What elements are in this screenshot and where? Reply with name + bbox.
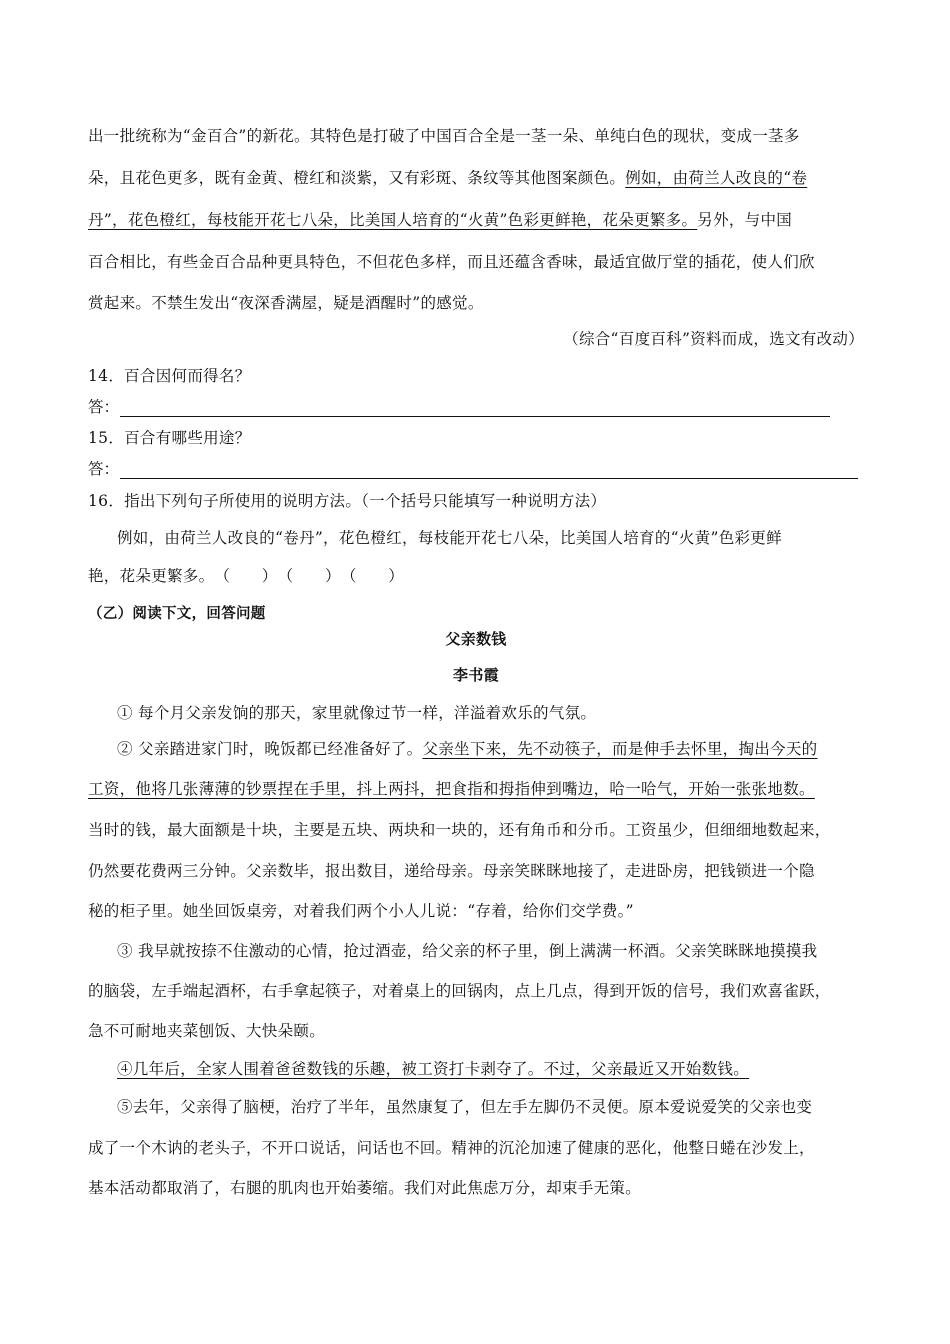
question-14: 14．百合因何而得名？ [88, 367, 251, 385]
answer-line-15 [88, 459, 858, 479]
passage-a-line-5: 赏起来。不禁生发出“夜深香满屋，疑是酒醒时”的感觉。 [88, 294, 484, 312]
paragraph-2-lead: ② 父亲踏进家门时，晚饭都已经准备好了。 [117, 740, 423, 758]
paragraph-3-line-3: 急不可耐地夹菜刨饭、大快朵颐。 [88, 1022, 326, 1040]
answer-paren-1[interactable]: （ ） [214, 567, 278, 585]
question-16-example-line-2 [88, 566, 864, 586]
paragraph-2-line-1 [117, 739, 864, 759]
answer-blank-14[interactable] [120, 416, 830, 417]
underlined-example-start: 例如，由荷兰人改良的“卷 [625, 169, 808, 187]
paragraph-2-line-3: 当时的钱，最大面额是十块，主要是五块、两块和一块的，还有角币和分币。工资虽少，但细细地数起来， [88, 821, 831, 839]
answer-line-14 [88, 397, 830, 417]
paragraph-1: ① 每个月父亲发饷的那天，家里就像过节一样，洋溢着欢乐的气氛。 [117, 704, 597, 722]
underlined-counting-start: 父亲坐下来，先不动筷子，而是伸手去怀里，掏出今天的 [422, 740, 818, 758]
underlined-paragraph-4: ④几年后，全家人围着爸爸数钱的乐趣，被工资打卡剥夺了。不过，父亲最近又开始数钱。 [117, 1060, 750, 1078]
question-16-example-text: 艳，花朵更繁多。 [88, 567, 215, 585]
paragraph-3-line-1: ③ 我早就按捺不住激动的心情，抢过酒壶，给父亲的杯子里，倒上满满一杯酒。父亲笑眯眯地摸摸我 [117, 942, 818, 960]
passage-a-line-2-text: 朵，且花色更多，既有金黄、橙红和淡紫，又有彩斑、条纹等其他图案颜色。 [88, 169, 626, 187]
answer-paren-3[interactable]: （ ） [340, 567, 405, 585]
article-author: 李书霞 [453, 666, 499, 684]
passage-a-line-2 [88, 168, 864, 188]
question-16-example-line-1: 例如，由荷兰人改良的“卷丹”，花色橙红，每枝能开花七八朵，比美国人培育的“火黄”色彩更鲜 [117, 529, 782, 547]
answer-label-15: 答： [88, 460, 120, 478]
underlined-counting-end: 工资，他将几张薄薄的钞票捏在手里，抖上两抖，把食指和拇指伸到嘴边，哈一哈气，开始一张张地数。 [88, 780, 815, 798]
article-title: 父亲数钱 [445, 630, 507, 648]
question-16: 16．指出下列句子所使用的说明方法。（一个括号只能填写一种说明方法） [88, 492, 607, 510]
paragraph-2-line-2 [88, 779, 864, 799]
passage-a-line-3 [88, 210, 864, 230]
answer-paren-2[interactable]: （ ） [277, 567, 341, 585]
paragraph-2-line-4: 仍然要花费两三分钟。父亲数毕，报出数目，递给母亲。母亲笑眯眯地接了，走进卧房，把钱锁进一个隐 [88, 862, 815, 880]
answer-blank-15[interactable] [120, 478, 858, 479]
question-15: 15．百合有哪些用途？ [88, 429, 251, 447]
paragraph-5-line-2: 成了一个木讷的老头子，不开口说话，问话也不回。精神的沉沦加速了健康的恶化，他整日蜷在沙发上， [88, 1139, 815, 1157]
answer-label-14: 答： [88, 398, 120, 416]
paragraph-5-line-3: 基本活动都取消了，右腿的肌肉也开始萎缩。我们对此焦虑万分，却束手无策。 [88, 1179, 642, 1197]
paragraph-4 [117, 1059, 864, 1079]
passage-a-line-4: 百合相比，有些金百合品种更具特色，不但花色多样，而且还蕴含香味，最适宜做厅堂的插花，使人们欣 [88, 253, 815, 271]
paragraph-5-line-1: ⑤去年，父亲得了脑梗，治疗了半年，虽然康复了，但左手左脚仍不灵便。原本爱说爱笑的父亲也变 [117, 1098, 813, 1116]
passage-a-line-1: 出一批统称为“金百合”的新花。其特色是打破了中国百合全是一茎一朵、单纯白色的现状，变成一茎多 [88, 127, 800, 145]
section-b-heading: （乙）阅读下文，回答问题 [88, 606, 266, 622]
source-note: （综合“百度百科”资料而成，选文有改动） [563, 330, 864, 348]
paragraph-3-line-2: 的脑袋，左手端起酒杯，右手拿起筷子，对着桌上的回锅肉，点上几点，得到开饭的信号，我们欢喜雀跃， [88, 982, 831, 1000]
paragraph-2-line-5: 秘的柜子里。她坐回饭桌旁，对着我们两个小人儿说：“存着，给你们交学费。” [88, 902, 634, 920]
underlined-example-end: 丹”，花色橙红，每枝能开花七八朵，比美国人培育的“火黄”色彩更鲜艳，花朵更繁多。 [88, 211, 698, 229]
passage-a-line-3-text: 另外，与中国 [697, 211, 793, 229]
